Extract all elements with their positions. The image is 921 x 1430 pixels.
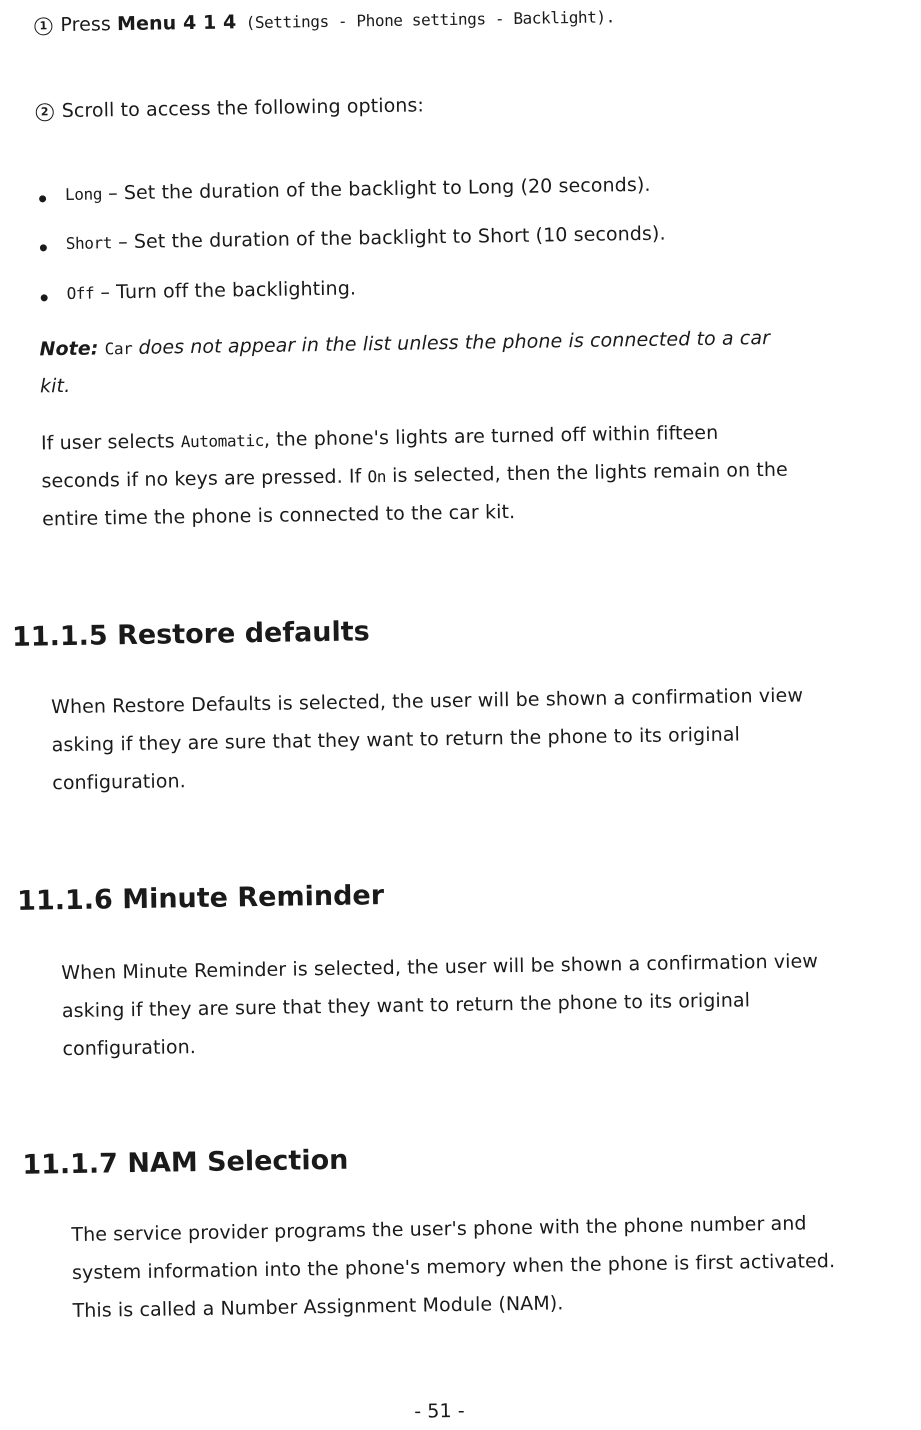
section-text-line: configuration. — [52, 770, 186, 795]
note-code: Car — [104, 338, 133, 359]
section-text-line: When Minute Reminder is selected, the user will be shown a confirmation view — [61, 950, 819, 985]
bullet-icon — [41, 294, 48, 301]
option-long — [65, 173, 651, 207]
text-run: is selected, then the lights remain on the — [385, 458, 788, 487]
section-heading-restore-defaults: 11.1.5 Restore defaults — [11, 616, 370, 653]
option-short — [66, 222, 666, 256]
note-line-2: kit. — [39, 374, 71, 398]
page-number: - 51 - — [414, 1399, 465, 1423]
step-2-text: Scroll to access the following options: — [61, 94, 425, 123]
option-code: Short — [65, 233, 113, 253]
section-text-line: asking if they are sure that they want to return the phone to its original — [61, 989, 751, 1023]
note-text: does not appear in the list unless the phone is connected to a car — [132, 326, 771, 359]
note-label: Note: — [39, 337, 99, 361]
step-1-prefix: Press — [60, 13, 118, 37]
auto-para-line-2 — [41, 458, 788, 495]
option-text: – Set the duration of the backlight to Long (20 seconds). — [101, 173, 651, 205]
step-marker: 1 — [34, 17, 52, 35]
text-run: If user selects — [40, 430, 181, 455]
bullet-icon — [40, 244, 47, 251]
menu-keys: Menu 4 1 4 — [116, 11, 237, 36]
option-off — [66, 276, 356, 306]
text-run: , the phone's lights are turned off within fifteen — [263, 421, 719, 451]
section-text-line: asking if they are sure that they want to return the phone to its original — [51, 723, 741, 757]
section-heading-nam-selection: 11.1.7 NAM Selection — [22, 1144, 349, 1181]
option-code: Off — [66, 283, 95, 303]
section-text-line: system information into the phone's memory when the phone is first activated. — [71, 1250, 836, 1285]
note-line-1 — [39, 326, 770, 362]
auto-para-line-1 — [41, 421, 719, 457]
text-run: seconds if no keys are pressed. If — [41, 465, 368, 493]
auto-para-line-3: entire time the phone is connected to the car kit. — [41, 500, 516, 531]
section-text-line: This is called a Number Assignment Module (NAM). — [72, 1292, 564, 1323]
section-heading-minute-reminder: 11.1.6 Minute Reminder — [16, 880, 385, 917]
option-text: – Set the duration of the backlight to Short (10 seconds). — [111, 222, 666, 254]
section-text-line: The service provider programs the user's phone with the phone number and — [71, 1212, 807, 1247]
option-code: Long — [64, 184, 103, 205]
section-text-line: When Restore Defaults is selected, the user will be shown a confirmation view — [50, 684, 804, 719]
bullet-icon — [39, 195, 46, 202]
step-1 — [34, 4, 615, 38]
step-2 — [36, 93, 425, 123]
code-on: On — [367, 466, 387, 487]
code-automatic: Automatic — [180, 430, 265, 452]
menu-path: (Settings - Phone settings - Backlight). — [236, 7, 616, 33]
option-text: – Turn off the backlighting. — [94, 277, 357, 304]
section-text-line: configuration. — [62, 1036, 197, 1061]
step-marker: 2 — [36, 103, 54, 121]
